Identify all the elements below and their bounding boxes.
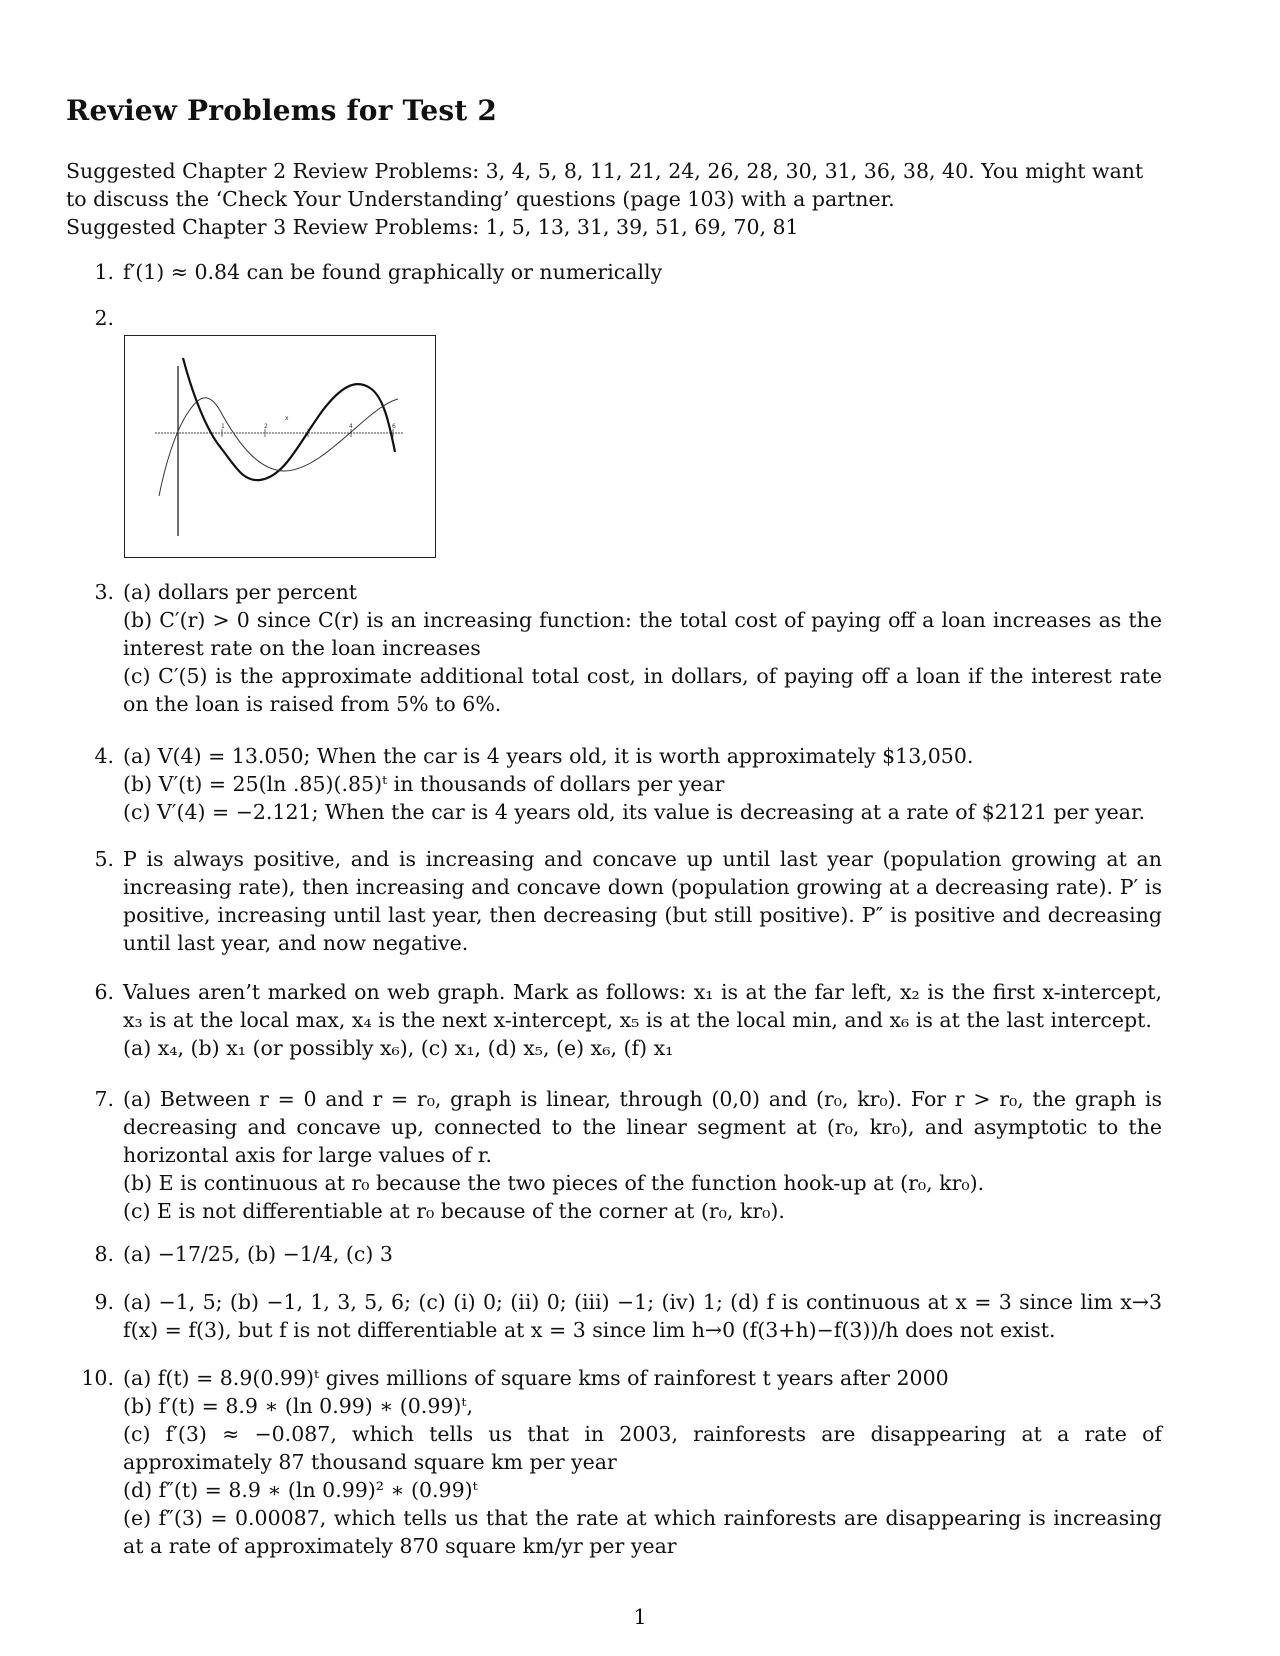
problem-number: 1. bbox=[94, 260, 114, 284]
problem-number: 2. bbox=[94, 306, 114, 330]
intro-paragraph bbox=[66, 157, 1166, 241]
problem-part: (c) E is not differentiable at r₀ because of the corner at (r₀, kr₀). bbox=[123, 1199, 785, 1223]
tick-label: 6 bbox=[392, 423, 396, 430]
problem-part: (b) C′(r) > 0 since C(r) is an increasing function: the total cost of paying off a loan increases as the interest rate on the loan increases bbox=[123, 608, 1162, 660]
problem-part: (b) V′(t) = 25(ln .85)(.85)ᵗ in thousands of dollars per year bbox=[123, 772, 725, 796]
problem-number: 10. bbox=[81, 1366, 114, 1390]
problem-part: (c) C′(5) is the approximate additional total cost, in dollars, of paying off a loan if the interest rate on the loan is raised from 5% to 6%. bbox=[123, 664, 1162, 716]
tick-label: x bbox=[285, 415, 289, 422]
problem-number: 7. bbox=[94, 1087, 114, 1111]
intro-chapter3: Suggested Chapter 3 Review Problems: 1, 5, 13, 31, 39, 51, 69, 70, 81 bbox=[66, 215, 799, 239]
problem-text: f′(1) ≈ 0.84 can be found graphically or numerically bbox=[123, 260, 663, 284]
problem-number: 8. bbox=[94, 1242, 114, 1266]
problem-number: 6. bbox=[94, 980, 114, 1004]
problem-part: (e) f″(3) = 0.00087, which tells us that the rate at which rainforests are disappearing is increasing at a rate of approximately 870 square km/yr per year bbox=[123, 1506, 1162, 1558]
tick-label: 2 bbox=[264, 423, 268, 430]
problem-part: (a) V(4) = 13.050; When the car is 4 years old, it is worth approximately $13,050. bbox=[123, 744, 974, 768]
problem-number: 5. bbox=[94, 847, 114, 871]
problem-part: Values aren’t marked on web graph. Mark as follows: x₁ is at the far left, x₂ is the first x-intercept, x₃ is at the local max, x₄ is the next x-intercept, x₅ is at the local min, and x₆ is at the last intercept. bbox=[123, 980, 1162, 1032]
graph-figure bbox=[124, 335, 436, 558]
function-curve bbox=[183, 358, 395, 480]
derivative-sketch bbox=[125, 336, 434, 556]
tick-label: 1 bbox=[221, 423, 225, 430]
intro-chapter2: Suggested Chapter 2 Review Problems: 3, 4, 5, 8, 11, 21, 24, 26, 28, 30, 31, 36, 38, 40. You might want to discuss the ‘Check Your Understanding’ questions (page 103) with a partner. bbox=[66, 159, 1144, 211]
problem-number: 4. bbox=[94, 744, 114, 768]
page-number: 1 bbox=[633, 1605, 647, 1629]
problem-part: (d) f″(t) = 8.9 ∗ (ln 0.99)² ∗ (0.99)ᵗ bbox=[123, 1478, 478, 1502]
page-title: Review Problems for Test 2 bbox=[66, 94, 498, 127]
problem-part: (a) Between r = 0 and r = r₀, graph is linear, through (0,0) and (r₀, kr₀). For r > r₀, the graph is decreasing and concave up, connected to the linear segment at (r₀, kr₀), and asymptotic to the horizontal axis for large values of r. bbox=[123, 1087, 1162, 1167]
derivative-curve bbox=[159, 398, 398, 496]
problem-part: (c) V′(4) = −2.121; When the car is 4 years old, its value is decreasing at a rate of $2121 per year. bbox=[123, 800, 1146, 824]
problem-text: (a) −17/25, (b) −1/4, (c) 3 bbox=[123, 1242, 393, 1266]
problem-text: P is always positive, and is increasing and concave up until last year (population growing at an increasing rate), then increasing and concave down (population growing at a decreasing rate). P′ is positive, increasing until last year, then decreasing (but still positive). P″ is positive and decreasing until last year, and now negative. bbox=[123, 847, 1162, 955]
tick-label: 4 bbox=[349, 423, 353, 430]
problem-part: (a) x₄, (b) x₁ (or possibly x₆), (c) x₁, (d) x₅, (e) x₆, (f) x₁ bbox=[123, 1036, 674, 1060]
problem-part: (c) f′(3) ≈ −0.087, which tells us that in 2003, rainforests are disappearing at a rate of approximately 87 thousand square km per year bbox=[123, 1422, 1162, 1474]
problem-part: (b) E is continuous at r₀ because the two pieces of the function hook-up at (r₀, kr₀). bbox=[123, 1171, 985, 1195]
problem-part: (a) dollars per percent bbox=[123, 580, 358, 604]
problem-number: 9. bbox=[94, 1290, 114, 1314]
problem-part: (b) f′(t) = 8.9 ∗ (ln 0.99) ∗ (0.99)ᵗ, bbox=[123, 1394, 473, 1418]
problem-text: (a) −1, 5; (b) −1, 1, 3, 5, 6; (c) (i) 0; (ii) 0; (iii) −1; (iv) 1; (d) f is continuous at x = 3 since lim x→3 f(x) = f(3), but f is not differentiable at x = 3 since lim h→0 (f(3+h)−f(3))/h does not exist. bbox=[123, 1290, 1162, 1342]
problem-part: (a) f(t) = 8.9(0.99)ᵗ gives millions of square kms of rainforest t years after 2000 bbox=[123, 1366, 949, 1390]
problem-number: 3. bbox=[94, 580, 114, 604]
